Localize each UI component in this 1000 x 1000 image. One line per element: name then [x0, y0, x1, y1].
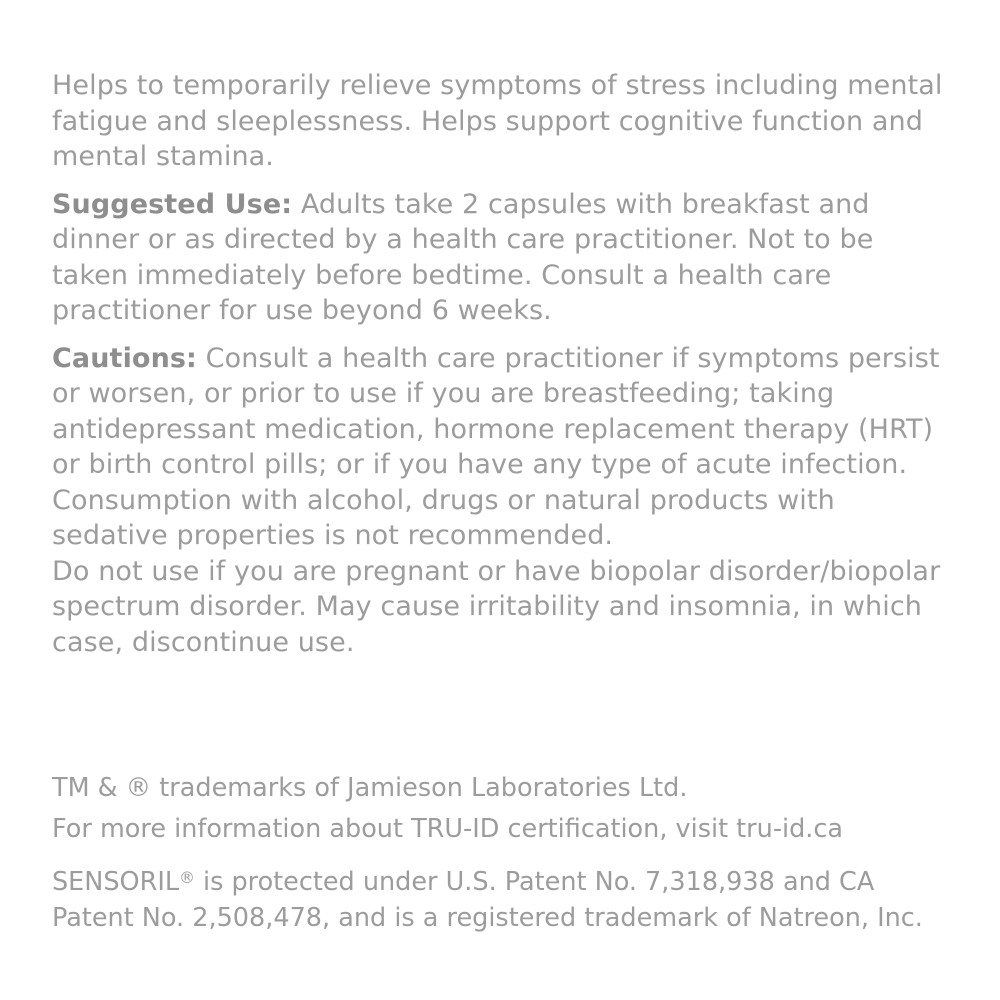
sensoril-brand: SENSORIL: [52, 867, 180, 897]
suggested-use-paragraph: [52, 187, 948, 329]
patent-text: is protected under U.S. Patent No. 7,318,938 and CA Patent No. 2,508,478, and is a registered trademark of Natreon, Inc.: [52, 867, 923, 933]
cautions-label: Cautions:: [52, 342, 197, 374]
cautions-paragraph: [52, 341, 948, 554]
footer-spacer: [52, 672, 948, 768]
tru-id-line: For more information about TRU-ID certification, visit tru-id.ca: [52, 814, 844, 844]
cautions-text: Consult a health care practitioner if symptoms persist or worsen, or prior to use if you are breastfeeding; taking antidepressant medication, hormone replacement therapy (HRT) or birth control pills; or if you have any type of acute infection. Consumption with alcohol, drugs or natural products with sedative properties is not recommended.: [52, 342, 940, 551]
registered-mark-icon: ®: [179, 867, 195, 887]
benefits-paragraph: Helps to temporarily relieve symptoms of stress including mental fatigue and sleeplessness. Helps support cognitive function and mental stamina.: [52, 70, 943, 172]
patent-line: [52, 864, 948, 936]
suggested-use-label: Suggested Use:: [52, 188, 293, 220]
footer-inner-gap: [52, 850, 948, 864]
suggested-use-text: Adults take 2 capsules with breakfast and dinner or as directed by a health care practitioner. Not to be taken immediately before bedtime. Consult a health care practitioner for use beyond 6 weeks.: [52, 188, 874, 326]
cautions-second-paragraph: Do not use if you are pregnant or have biopolar disorder/biopolar spectrum disorder. May cause irritability and insomnia, in which case, discontinue use.: [52, 555, 941, 658]
trademark-line: TM & ® trademarks of Jamieson Laboratories Ltd.: [52, 773, 688, 803]
